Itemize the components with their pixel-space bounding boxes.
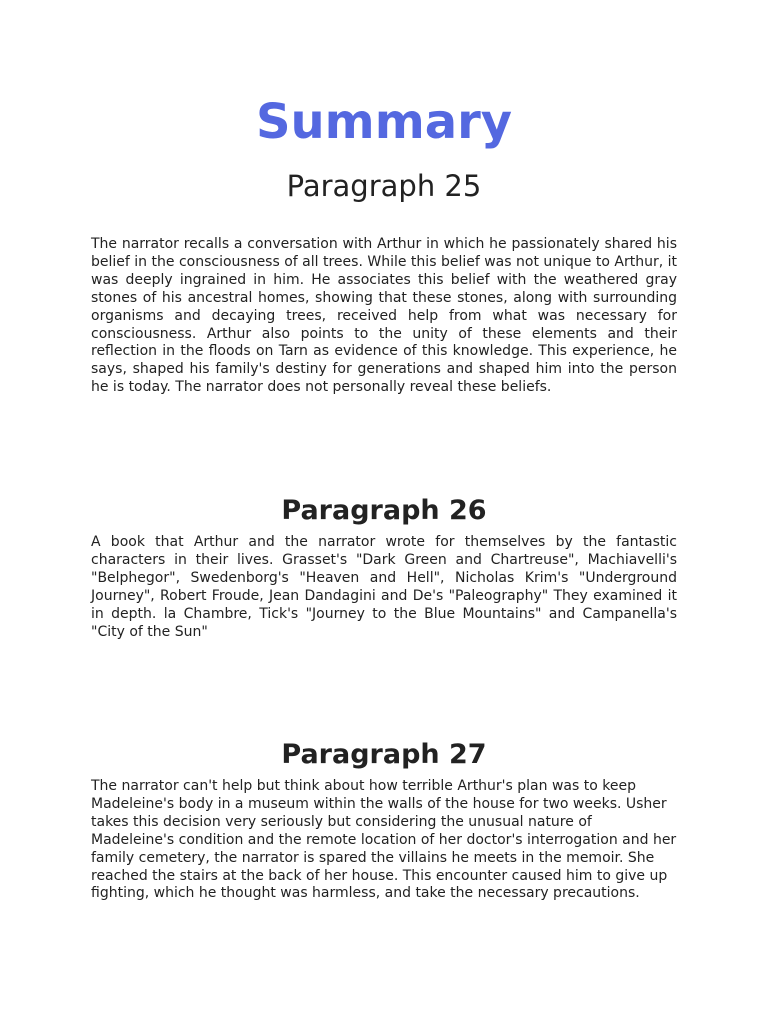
section-body-paragraph-26: A book that Arthur and the narrator wrote for themselves by the fantastic characters in their lives. Grasset's "Dark Green and Chartreuse", Machiavelli's "Belphegor", Swedenborg's "Heaven and Hell", Nicholas Krim's "Underground Journey", Robert Froude, Jean Dandagini and De's "Paleography" They examined it in depth. la Chambre, Tick's "Journey to the Blue Mountains" and Campanella's "City of the Sun" bbox=[91, 534, 677, 640]
page-title: Summary bbox=[255, 94, 513, 150]
section-body-paragraph-27: The narrator can't help but think about how terrible Arthur's plan was to keep Madeleine's body in a museum within the walls of the house for two weeks. Usher takes this decision very seriously but considering the unusual nature of Madeleine's condition and the remote location of her doctor's interrogation and her family cemetery, the narrator is spared the villains he meets in the memoir. She reached the stairs at the back of her house. This encounter caused him to give up fighting, which he thought was harmless, and take the necessary precautions. bbox=[91, 778, 677, 902]
section-heading-paragraph-26: Paragraph 26 bbox=[281, 495, 487, 526]
section-heading-paragraph-27: Paragraph 27 bbox=[281, 739, 487, 770]
section-heading-paragraph-25: Paragraph 25 bbox=[286, 169, 482, 203]
section-body-paragraph-25: The narrator recalls a conversation with Arthur in which he passionately shared his belief in the consciousness of all trees. While this belief was not unique to Arthur, it was deeply ingrained in him. He associates this belief with the weathered gray stones of his ancestral homes, showing that these stones, along with surrounding organisms and decaying trees, received help from what was necessary for consciousness. Arthur also points to the unity of these elements and their reflection in the floods on Tarn as evidence of this knowledge. This experience, he says, shaped his family's destiny for generations and shaped him into the person he is today. The narrator does not personally reveal these beliefs. bbox=[91, 236, 677, 396]
